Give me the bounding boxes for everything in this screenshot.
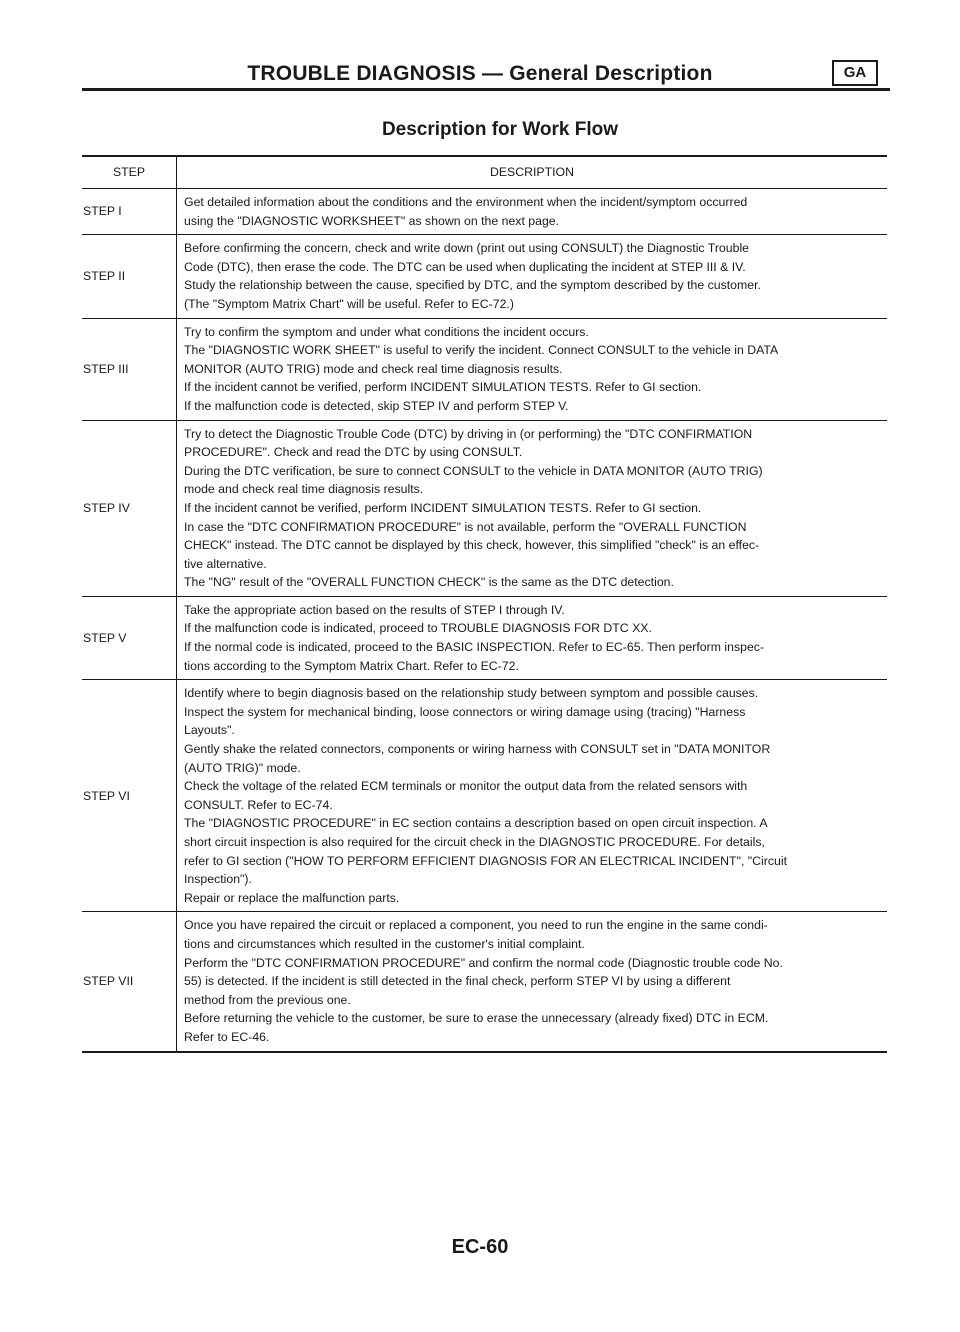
- description-line: (The "Symptom Matrix Chart" will be useful. Refer to EC-72.): [184, 296, 514, 311]
- description-line: (AUTO TRIG)" mode.: [184, 760, 301, 775]
- table-row: [82, 596, 887, 679]
- description-line: 55) is detected. If the incident is still detected in the final check, perform STEP VI by using a different: [184, 974, 731, 989]
- step-label: STEP I: [82, 189, 177, 235]
- description-line: method from the previous one.: [184, 992, 351, 1007]
- description-line: Try to confirm the symptom and under what conditions the incident occurs.: [184, 324, 589, 339]
- description-line: CHECK" instead. The DTC cannot be displayed by this check, however, this simplified "check" is an effec-: [184, 538, 760, 553]
- table-row: [82, 680, 887, 912]
- step-description: [177, 420, 888, 596]
- table-row: [82, 318, 887, 420]
- column-header-step: STEP: [82, 156, 177, 189]
- description-line: refer to GI section ("HOW TO PERFORM EFFICIENT DIAGNOSIS FOR AN ELECTRICAL INCIDENT", "Circuit: [184, 853, 787, 868]
- description-line: In case the "DTC CONFIRMATION PROCEDURE" is not available, perform the "OVERALL FUNCTION: [184, 519, 747, 534]
- table-row: [82, 189, 887, 235]
- table-body: [82, 189, 887, 1052]
- description-line: short circuit inspection is also required for the circuit check in the DIAGNOSTIC PROCEDURE. For details,: [184, 835, 765, 849]
- description-line: Identify where to begin diagnosis based on the relationship study between symptom and possible causes.: [184, 686, 759, 701]
- step-description: [177, 189, 888, 235]
- work-flow-table: [82, 155, 887, 1053]
- step-label: STEP II: [82, 235, 177, 318]
- description-line: Before confirming the concern, check and write down (print out using CONSULT) the Diagnostic Trouble: [184, 241, 750, 256]
- table-header-row: [82, 156, 887, 189]
- description-line: If the malfunction code is detected, skip STEP IV and perform STEP V.: [184, 398, 569, 413]
- description-line: PROCEDURE". Check and read the DTC by using CONSULT.: [184, 445, 523, 460]
- description-line: The "DIAGNOSTIC PROCEDURE" in EC section contains a description based on open circuit inspection. A: [184, 816, 768, 831]
- description-line: If the incident cannot be verified, perform INCIDENT SIMULATION TESTS. Refer to GI section.: [184, 500, 702, 515]
- description-line: Refer to EC-46.: [184, 1029, 270, 1044]
- description-line: Repair or replace the malfunction parts.: [184, 890, 400, 905]
- step-description: [177, 235, 888, 318]
- description-line: mode and check real time diagnosis results.: [184, 482, 424, 497]
- step-description: [177, 318, 888, 420]
- description-line: Perform the "DTC CONFIRMATION PROCEDURE" and confirm the normal code (Diagnostic trouble code No.: [184, 955, 783, 970]
- step-description: [177, 912, 888, 1052]
- description-line: Gently shake the related connectors, components or wiring harness with CONSULT set in "DATA MONITOR: [184, 742, 771, 757]
- step-label: STEP IV: [82, 420, 177, 596]
- description-line: Code (DTC), then erase the code. The DTC can be used when duplicating the incident at STEP III & IV.: [184, 259, 746, 274]
- header-rule: [82, 88, 890, 91]
- description-line: Get detailed information about the conditions and the environment when the incident/symptom occurred: [184, 195, 748, 209]
- description-line: If the malfunction code is indicated, proceed to TROUBLE DIAGNOSIS FOR DTC XX.: [184, 621, 652, 636]
- description-line: If the incident cannot be verified, perform INCIDENT SIMULATION TESTS. Refer to GI section.: [184, 380, 702, 395]
- page-header-title: TROUBLE DIAGNOSIS — General Description: [247, 62, 713, 85]
- step-label: STEP III: [82, 318, 177, 420]
- description-line: Try to detect the Diagnostic Trouble Code (DTC) by driving in (or performing) the "DTC CONFIRMATION: [184, 426, 753, 441]
- description-line: Check the voltage of the related ECM terminals or monitor the output data from the related sensors with: [184, 779, 748, 794]
- description-line: Take the appropriate action based on the results of STEP I through IV.: [184, 602, 565, 617]
- description-line: Before returning the vehicle to the customer, be sure to erase the unnecessary (already fixed) DTC in ECM.: [184, 1011, 769, 1026]
- description-line: using the "DIAGNOSTIC WORKSHEET" as shown on the next page.: [184, 213, 560, 228]
- page-number: EC-60: [451, 1236, 509, 1258]
- step-label: STEP V: [82, 596, 177, 679]
- description-line: Inspect the system for mechanical binding, loose connectors or wiring damage using (tracing) "Harness: [184, 704, 746, 719]
- description-line: CONSULT. Refer to EC-74.: [184, 797, 333, 812]
- description-line: Inspection").: [184, 872, 252, 887]
- description-line: The "NG" result of the "OVERALL FUNCTION CHECK" is the same as the DTC detection.: [184, 575, 674, 590]
- description-line: tions and circumstances which resulted in the customer's initial complaint.: [184, 936, 585, 951]
- description-line: Study the relationship between the cause, specified by DTC, and the symptom described by the customer.: [184, 278, 761, 293]
- step-description: [177, 596, 888, 679]
- table-row: [82, 912, 887, 1052]
- description-line: The "DIAGNOSTIC WORK SHEET" is useful to verify the incident. Connect CONSULT to the vehicle in DATA: [184, 343, 779, 358]
- description-line: Once you have repaired the circuit or replaced a component, you need to run the engine in the same condi-: [184, 918, 768, 933]
- description-line: tive alternative.: [184, 556, 267, 571]
- description-line: During the DTC verification, be sure to connect CONSULT to the vehicle in DATA MONITOR (AUTO TRIG): [184, 463, 763, 478]
- column-header-description: DESCRIPTION: [177, 156, 888, 189]
- step-description: [177, 680, 888, 912]
- section-badge: GA: [832, 60, 878, 86]
- description-line: tions according to the Symptom Matrix Chart. Refer to EC-72.: [184, 658, 519, 673]
- description-line: Layouts".: [184, 723, 235, 738]
- step-label: STEP VI: [82, 680, 177, 912]
- description-line: If the normal code is indicated, proceed to the BASIC INSPECTION. Refer to EC-65. Then perform inspec-: [184, 640, 765, 655]
- table-row: [82, 235, 887, 318]
- description-line: MONITOR (AUTO TRIG) mode and check real time diagnosis results.: [184, 361, 563, 376]
- step-label: STEP VII: [82, 912, 177, 1052]
- section-subtitle: Description for Work Flow: [381, 119, 619, 140]
- table-row: [82, 420, 887, 596]
